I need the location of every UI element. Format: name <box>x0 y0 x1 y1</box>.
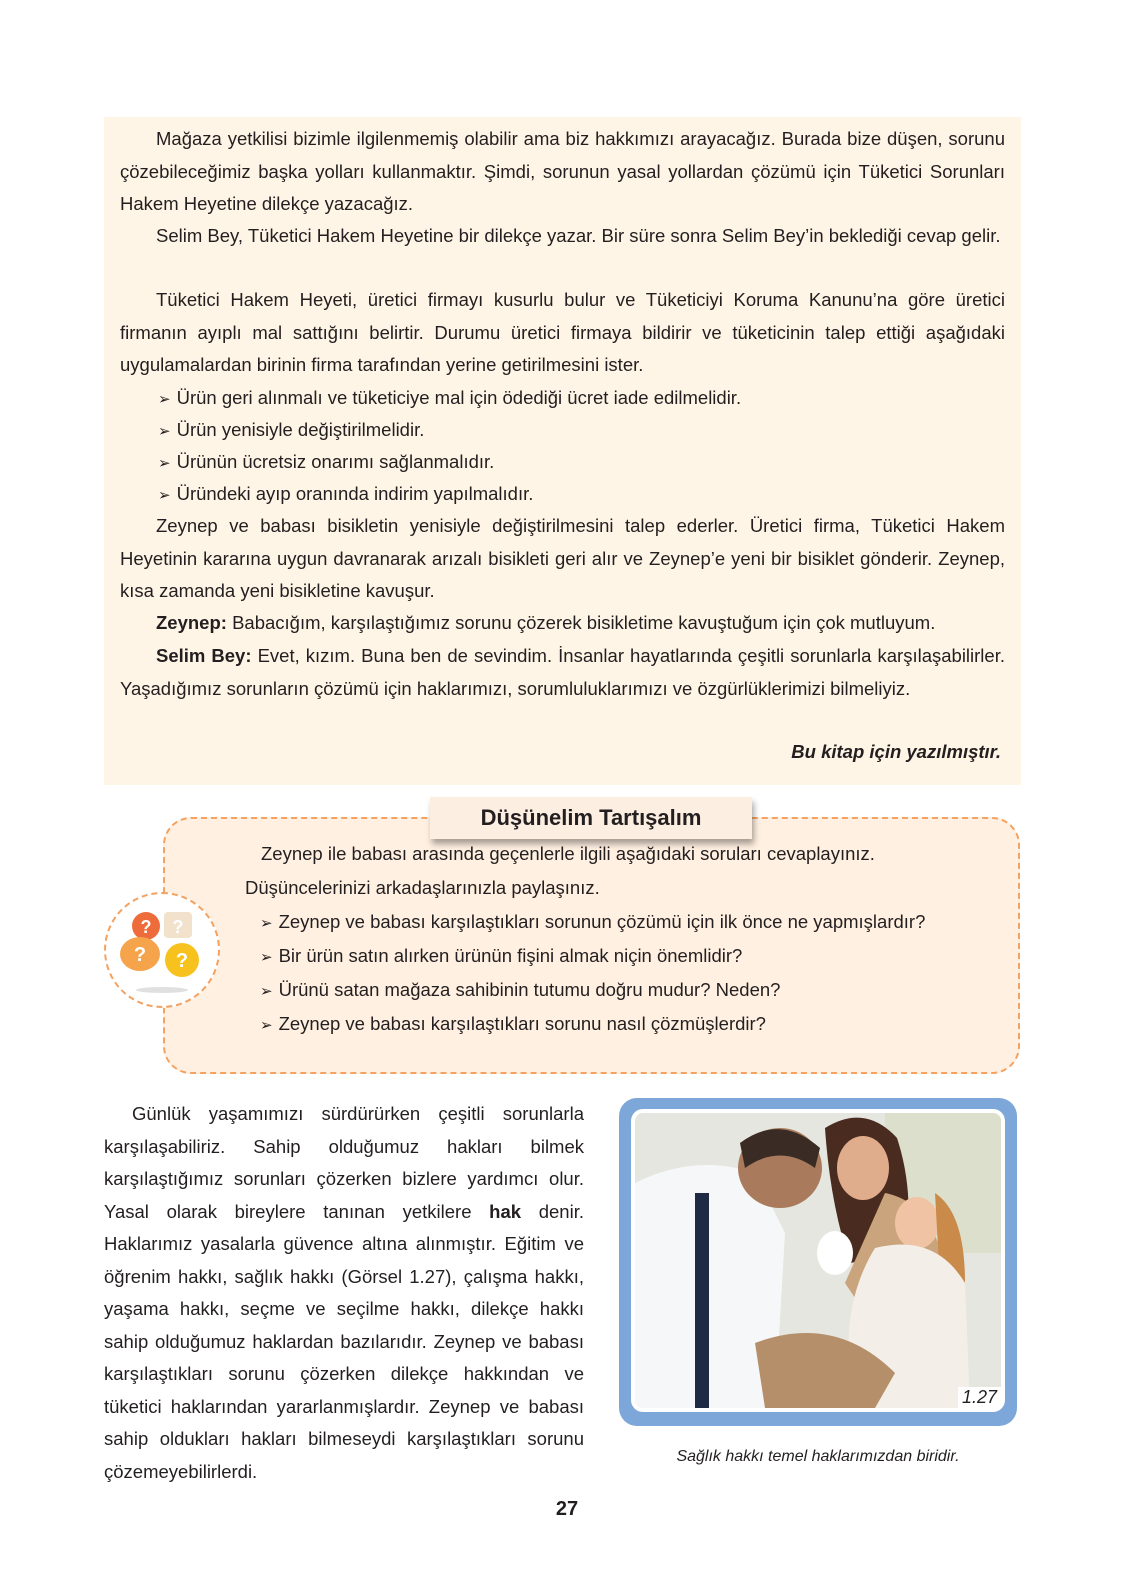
speaker-name: Selim Bey: <box>156 645 252 666</box>
discussion-question: ➢ Zeynep ve babası karşılaştıkları sorunun çözümü için ilk önce ne yapmışlardır? <box>260 911 926 932</box>
story-bullet: ➢ Üründeki ayıp oranında indirim yapılmalıdır. <box>158 483 534 504</box>
arrow-bullet-icon: ➢ <box>260 915 273 932</box>
svg-text:?: ? <box>175 950 189 972</box>
arrow-bullet-icon: ➢ <box>158 455 171 472</box>
question-bubbles-icon <box>106 894 218 1006</box>
story-paragraph: Zeynep ve babası bisikletin yenisiyle değiştirilmesini talep ederler. Üretici firma, Tüketici Hakem Heyetinin kararına uygun davranarak arızalı bisikleti geri alır ve Zeynep’e yeni bir bisiklet gönderir. Zeynep, kısa zamanda yeni bisikletine kavuşur. <box>120 515 1005 601</box>
question-bubbles-icon <box>104 892 220 1008</box>
figure-caption: Sağlık hakkı temel haklarımızdan biridir. <box>676 1448 960 1465</box>
key-term: hak <box>489 1200 522 1222</box>
discussion-question: ➢ Ürünü satan mağaza sahibinin tutumu doğru mudur? Neden? <box>260 979 781 1000</box>
arrow-bullet-icon: ➢ <box>158 423 171 440</box>
speaker-name: Zeynep: <box>156 612 227 633</box>
arrow-bullet-icon: ➢ <box>260 983 273 1000</box>
source-note: Bu kitap için yazılmıştır. <box>791 741 1001 762</box>
discussion-title: Düşünelim Tartışalım <box>430 797 752 839</box>
story-bullet: ➢ Ürünün ücretsiz onarımı sağlanmalıdır. <box>158 451 495 472</box>
arrow-bullet-icon: ➢ <box>260 1017 273 1034</box>
figure-number: 1.27 <box>958 1387 1001 1408</box>
doctor-exam-illustration <box>635 1113 1001 1408</box>
body-paragraph: Günlük yaşamımızı sürdürürken çeşitli sorunlarla karşılaşabiliriz. Sahip olduğumuz hakları bilmek karşılaştığımız sorunları çözerken bizlere yardımcı olur. Yasal olarak bireylere tanınan yetkilere hak denir. Haklarımız yasalarla güvence altına alınmıştır. Eğitim ve öğrenim hakkı, sağlık hakkı (Görsel 1.27), çalışma hakkı, yaşama hakkı, seçme ve seçilme hakkı, dilekçe hakkı sahip olduğumuz haklardan bazılarıdır. Zeynep ve babası karşılaştıkları sorunu çözerken dilekçe hakkından ve tüketici haklarından yararlanmışlardır. Zeynep ve babası sahip oldukları hakları bilmeseydi karşılaştıkları sorunu çözemeyebilirlerdi. <box>104 1103 584 1482</box>
svg-text:?: ? <box>133 944 147 966</box>
story-paragraph: Tüketici Hakem Heyeti, üretici firmayı kusurlu bulur ve Tüketiciyi Koruma Kanunu’na göre üretici firmanın ayıplı mal sattığını belirtir. Durumu üretici firmaya bildirir ve tüketicinin talep ettiği aşağıdaki uygulamalardan birinin firma tarafından yerine getirilmesini ister. <box>120 289 1005 375</box>
story-paragraph: Mağaza yetkilisi bizimle ilgilenmemiş olabilir ama biz hakkımızı arayacağız. Burada bize düşen, sorunu çözebileceğimiz başka yolları kullanmaktır. Şimdi, sorunun yasal yollardan çözümü için Tüketici Sorunları Hakem Heyetine dilekçe yazacağız. <box>120 128 1005 214</box>
figure-frame <box>619 1098 1017 1426</box>
dialogue-line: Selim Bey: Evet, kızım. Buna ben de sevindim. İnsanlar hayatlarında çeşitli sorunlarla karşılaşabilirler. Yaşadığımız sorunların çözümü için haklarımızı, sorumluluklarımızı ve özgürlüklerimizi bilmeliyiz. <box>120 645 1005 699</box>
story-bullet: ➢ Ürün geri alınmalı ve tüketiciye mal için ödediği ücret iade edilmelidir. <box>158 387 742 408</box>
story-paragraph: Selim Bey, Tüketici Hakem Heyetine bir dilekçe yazar. Bir süre sonra Selim Bey’in beklediği cevap gelir. <box>156 225 1001 246</box>
arrow-bullet-icon: ➢ <box>158 391 171 408</box>
svg-text:?: ? <box>172 917 184 937</box>
arrow-bullet-icon: ➢ <box>158 487 171 504</box>
discussion-box <box>163 817 1020 1074</box>
discussion-question: ➢ Zeynep ve babası karşılaştıkları sorunu nasıl çözmüşlerdir? <box>260 1013 766 1034</box>
discussion-intro: Zeynep ile babası arasında geçenlerle ilgili aşağıdaki soruları cevaplayınız. Düşüncelerinizi arkadaşlarınızla paylaşınız. <box>245 843 875 898</box>
doctor-exam-photo <box>635 1113 1001 1408</box>
discussion-question: ➢ Bir ürün satın alırken ürünün fişini almak niçin önemlidir? <box>260 945 743 966</box>
page-number: 27 <box>555 1498 579 1520</box>
story-bullet: ➢ Ürün yenisiyle değiştirilmelidir. <box>158 419 425 440</box>
story-box <box>104 117 1021 785</box>
dialogue-line: Zeynep: Babacığım, karşılaştığımız sorunu çözerek bisikletime kavuştuğum için çok mutluyum. <box>156 612 936 633</box>
svg-text:?: ? <box>140 917 152 937</box>
arrow-bullet-icon: ➢ <box>260 949 273 966</box>
